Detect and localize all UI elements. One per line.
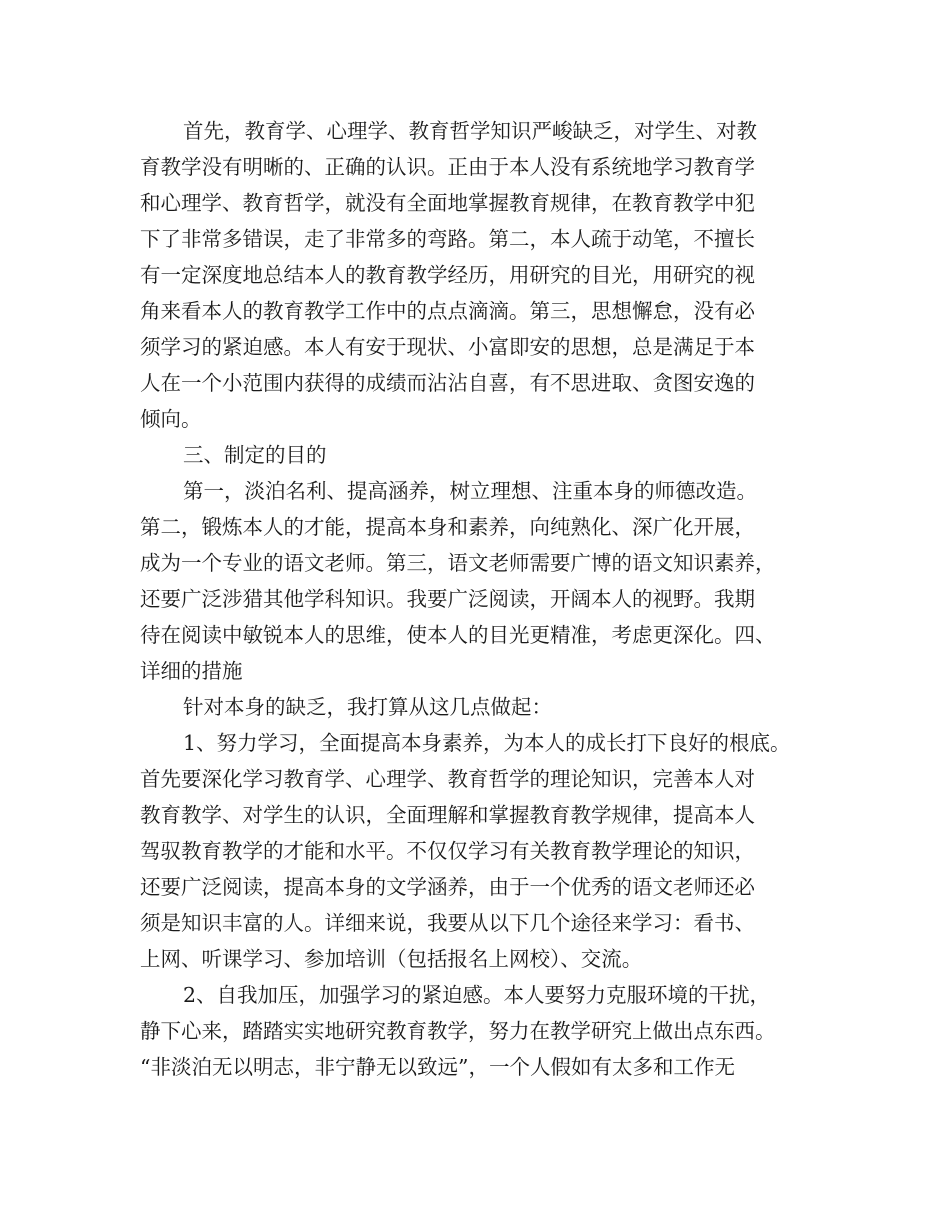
text-line: 成为一个专业的语文老师。第三，语文老师需要广博的语文知识素养， xyxy=(140,551,776,575)
text-line: 须学习的紧迫感。本人有安于现状、小富即安的思想，总是满足于本 xyxy=(140,335,755,359)
text-line: 上网、听课学习、参加培训（包括报名上网校）、交流。 xyxy=(140,947,643,971)
text-line: 首先，教育学、心理学、教育哲学知识严峻缺乏，对学生、对教 xyxy=(183,119,757,143)
text-line: 教育教学、对学生的认识，全面理解和掌握教育教学规律，提高本人 xyxy=(140,803,755,827)
text-line: 针对本身的缺乏，我打算从这几点做起： xyxy=(183,695,552,719)
text-line: 下了非常多错误，走了非常多的弯路。第二，本人疏于动笔，不擅长 xyxy=(140,227,755,251)
text-line: 须是知识丰富的人。详细来说，我要从以下几个途径来学习：看书、 xyxy=(140,911,755,935)
text-line: 倾向。 xyxy=(140,407,202,431)
text-line: 还要广泛涉猎其他学科知识。我要广泛阅读，开阔本人的视野。我期 xyxy=(140,587,755,611)
document-body xyxy=(140,113,830,1085)
text-line: 1、努力学习，全面提高本身素养，为本人的成长打下良好的根底。 xyxy=(183,731,791,755)
text-line: 驾驭教育教学的才能和水平。不仅仅学习有关教育教学理论的知识， xyxy=(140,839,755,863)
text-line: “非淡泊无以明志，非宁静无以致远”，一个人假如有太多和工作无 xyxy=(140,1055,735,1079)
text-line: 和心理学、教育哲学，就没有全面地掌握教育规律，在教育教学中犯 xyxy=(140,191,755,215)
text-line: 首先要深化学习教育学、心理学、教育哲学的理论知识，完善本人对 xyxy=(140,767,755,791)
text-line: 有一定深度地总结本人的教育教学经历，用研究的目光，用研究的视 xyxy=(140,263,755,287)
text-line: 静下心来，踏踏实实地研究教育教学，努力在教学研究上做出点东西。 xyxy=(140,1019,776,1043)
text-line: 详细的措施 xyxy=(140,659,243,683)
text-line: 育教学没有明晰的、正确的认识。正由于本人没有系统地学习教育学 xyxy=(140,155,755,179)
text-line: 第二，锻炼本人的才能，提高本身和素养，向纯熟化、深广化开展， xyxy=(140,515,755,539)
text-line: 第一，淡泊名利、提高涵养，树立理想、注重本身的师德改造。 xyxy=(183,479,757,503)
text-line: 待在阅读中敏锐本人的思维，使本人的目光更精准，考虑更深化。四、 xyxy=(140,623,776,647)
text-line: 还要广泛阅读，提高本身的文学涵养，由于一个优秀的语文老师还必 xyxy=(140,875,755,899)
text-line: 人在一个小范围内获得的成绩而沾沾自喜，有不思进取、贪图安逸的 xyxy=(140,371,755,395)
text-line: 角来看本人的教育教学工作中的点点滴滴。第三，思想懈怠，没有必 xyxy=(140,299,755,323)
text-line: 三、制定的目的 xyxy=(183,443,327,467)
text-line: 2、自我加压，加强学习的紧迫感。本人要努力克服环境的干扰， xyxy=(183,983,771,1007)
